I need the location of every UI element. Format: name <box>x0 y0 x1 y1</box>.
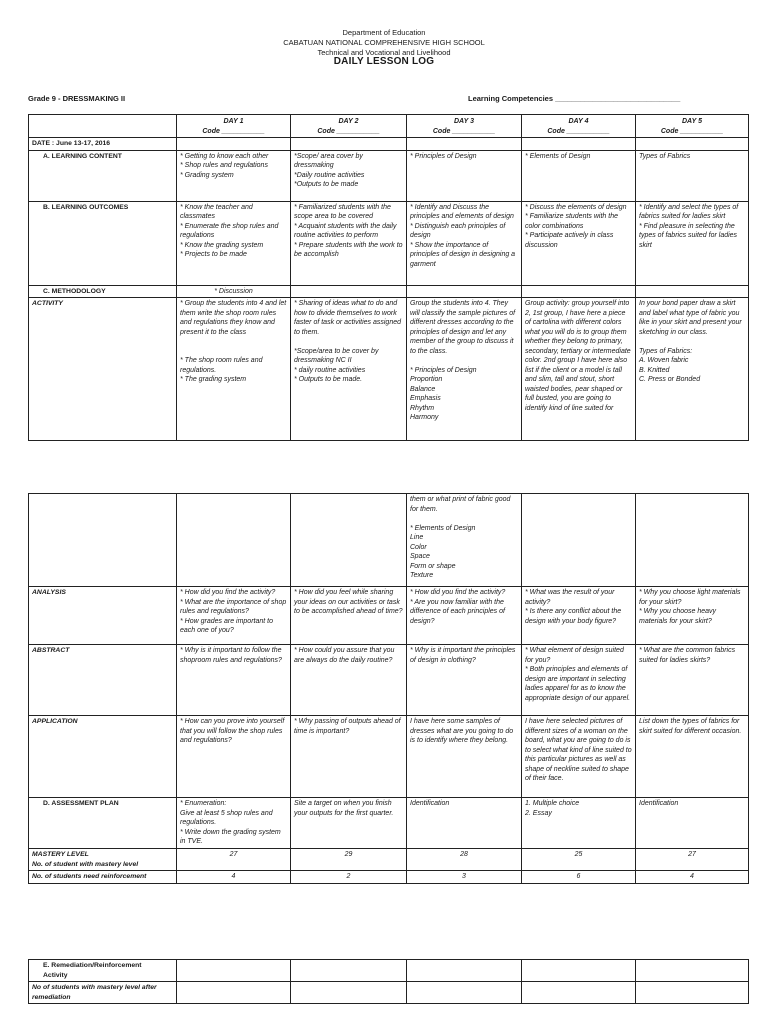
outcomes-day-2: * Familiarized students with the scope area to be covered * Acquaint students with the daily routine activities to perform * Prepare students with the work to be accomplish <box>291 201 407 285</box>
mastery-row <box>29 849 749 871</box>
activity-day-4: Group activity: group yourself into 2, 1st group, I have here a piece of cartolina with different colors what you will do is to group them whether they belong to primary, secondary, tertiary or intermediate color. 2nd group I have here also list if the client or a model is tall and slim, tall and stout, short waisted bodies, pear shaped or full busted, you are going to identify kind of line suited for <box>522 298 636 441</box>
activity-day-5: In your bond paper draw a skirt and label what type of fabric you like in your skirt and present your sketching in our class. Types of Fabrics: A. Woven fabric B. Knitted C. Press or Bonded <box>636 298 749 441</box>
school-name: CABATUAN NATIONAL COMPREHENSIVE HIGH SCHOOL <box>283 38 485 47</box>
remediation-row <box>29 960 749 982</box>
activity-day-3: Group the students into 4. They will classify the sample pictures of different dresses according to the principles of design and let any member of the group to discuss it to the class. * Principles of Design Proportion Balance Emphasis Rhythm Harmony <box>407 298 522 441</box>
grade-label: Grade 9 - DRESSMAKING II <box>28 94 126 103</box>
mastery-after-row <box>29 982 749 1004</box>
outcomes-day-4: * Discuss the elements of design * Familiarize students with the color combinations * Participate actively in class discussion <box>522 201 636 285</box>
analysis-label: ANALYSIS <box>29 587 177 645</box>
activity-row <box>29 298 749 441</box>
assessment-day-4: 1. Multiple choice 2. Essay <box>522 798 636 849</box>
reinforce-day-3: 3 <box>407 871 522 884</box>
abstract-row <box>29 645 749 716</box>
activity-continued-day-4 <box>522 494 636 587</box>
activity-day-2: * Sharing of ideas what to do and how to divide themselves to work faster of task or activities assigned to them. *Scope/area to be cover by dressmaking NC II * daily routine activities * Outputs to be made. <box>291 298 407 441</box>
lesson-log-table-2 <box>28 493 749 884</box>
application-day-4: I have here selected pictures of different sizes of a woman on the board, what you are going to do is to select what kind of line suited to this particular pictures as well as shape of neckline suited to shape of their face. <box>522 716 636 798</box>
application-row <box>29 716 749 798</box>
assessment-day-2: Site a target on when you finish your outputs for the first quarter. <box>291 798 407 849</box>
application-day-3: I have here some samples of dresses what are you going to do is to identify where they belong. <box>407 716 522 798</box>
remediation-label: E. Remediation/Reinforcement Activity <box>29 960 177 982</box>
assessment-day-3: Identification <box>407 798 522 849</box>
mastery-after-label: No of students with mastery level after remediation <box>29 982 177 1004</box>
reinforce-day-1: 4 <box>177 871 291 884</box>
mastery-day-4: 25 <box>522 849 636 871</box>
day-2-header: DAY 2 Code ___________ <box>291 115 407 138</box>
assessment-label: D. ASSESSMENT PLAN <box>29 798 177 849</box>
page-title: DAILY LESSON LOG <box>333 56 435 67</box>
analysis-day-1: * How did you find the activity? * What are the importance of shop rules and regulations? * How grades are important to each one of you? <box>177 587 291 645</box>
learning-outcomes-label: B. LEARNING OUTCOMES <box>29 201 177 285</box>
application-day-5: List down the types of fabrics for skirt suited for different occasion. <box>636 716 749 798</box>
assessment-row <box>29 798 749 849</box>
day-1-header: DAY 1 Code ___________ <box>177 115 291 138</box>
content-day-4: * Elements of Design <box>522 150 636 201</box>
day-3-header: DAY 3 Code ___________ <box>407 115 522 138</box>
date-cell: DATE : June 13-17, 2016 <box>29 138 177 151</box>
outcomes-day-5: * Identify and select the types of fabrics suited for ladies skirt * Find pleasure in selecting the types of fabrics suited for ladies skirt <box>636 201 749 285</box>
reinforcement-row <box>29 871 749 884</box>
analysis-day-5: * Why you choose light materials for your skirt? * Why you choose heavy materials for your skirt? <box>636 587 749 645</box>
mastery-day-1: 27 <box>177 849 291 871</box>
reinforce-day-5: 4 <box>636 871 749 884</box>
application-day-2: * Why passing of outputs ahead of time is important? <box>291 716 407 798</box>
reinforcement-label: No. of students need reinforcement <box>29 871 177 884</box>
application-day-1: * How can you prove into yourself that you will follow the shop rules and regulations? <box>177 716 291 798</box>
mastery-label: MASTERY LEVEL No. of student with mastery level <box>29 849 177 871</box>
reinforce-day-2: 2 <box>291 871 407 884</box>
lesson-log-table-3 <box>28 959 749 1004</box>
learning-content-row <box>29 150 749 201</box>
day-header-row <box>29 115 749 138</box>
mastery-day-5: 27 <box>636 849 749 871</box>
assessment-day-1: * Enumeration: Give at least 5 shop rules and regulations. * Write down the grading system in TVE. <box>177 798 291 849</box>
abstract-day-3: * Why is it important the principles of design in clothing? <box>407 645 522 716</box>
dept-name: Department of Education <box>342 28 426 37</box>
activity-continued-row: them or what print of fabric good for them. * Elements of Design Line Color Space Form or shape Texture <box>29 494 749 587</box>
program-name: Technical and Vocational and Livelihood <box>317 48 451 57</box>
activity-label: ACTIVITY <box>29 298 177 441</box>
analysis-day-3: * How did you find the activity? * Are you now familiar with the difference of each principles of design? <box>407 587 522 645</box>
methodology-label: C. METHODOLOGY <box>29 285 177 298</box>
abstract-day-4: * What element of design suited for you? * Both principles and elements of design are important in selecting ladies apparel for as to know the appropriate design of our apparel. <box>522 645 636 716</box>
abstract-day-2: * How could you assure that you are always do the daily routine? <box>291 645 407 716</box>
abstract-label: ABSTRACT <box>29 645 177 716</box>
competencies-label: Learning Competencies ______________________________ <box>468 94 681 103</box>
analysis-row <box>29 587 749 645</box>
mastery-day-3: 28 <box>407 849 522 871</box>
mastery-day-2: 29 <box>291 849 407 871</box>
activity-day-1: * Group the students into 4 and let them write the shop room rules and regulations they know and present it to the class * The shop room rules and regulations. * The grading system <box>177 298 291 441</box>
learning-outcomes-row <box>29 201 749 285</box>
outcomes-day-3: * Identify and Discuss the principles and elements of design * Distinguish each principles of design * Show the importance of principles of design in designing a garment <box>407 201 522 285</box>
outcomes-day-1: * Know the teacher and classmates * Enumerate the shop rules and regulations * Know the grading system * Projects to be made <box>177 201 291 285</box>
abstract-day-5: * What are the common fabrics suited for ladies skirts? <box>636 645 749 716</box>
day-4-header: DAY 4 Code ___________ <box>522 115 636 138</box>
content-day-1: * Getting to know each other * Shop rules and regulations * Grading system <box>177 150 291 201</box>
learning-content-label: A. LEARNING CONTENT <box>29 150 177 201</box>
date-row <box>29 138 749 151</box>
application-label: APPLICATION <box>29 716 177 798</box>
abstract-day-1: * Why is it important to follow the shoproom rules and regulations? <box>177 645 291 716</box>
analysis-day-4: * What was the result of your activity? * Is there any conflict about the design with your body figure? <box>522 587 636 645</box>
reinforce-day-4: 6 <box>522 871 636 884</box>
methodology-day-1: * Discussion <box>177 285 291 298</box>
analysis-day-2: * How did you feel while sharing your ideas on our activities or task to be accomplished ahead of time? <box>291 587 407 645</box>
assessment-day-5: Identification <box>636 798 749 849</box>
content-day-2: *Scope/ area cover by dressmaking *Daily routine activities *Outputs to be made <box>291 150 407 201</box>
lesson-log-table-1 <box>28 114 749 441</box>
day-5-header: DAY 5 Code ___________ <box>636 115 749 138</box>
content-day-5: Types of Fabrics <box>636 150 749 201</box>
methodology-row <box>29 285 749 298</box>
content-day-3: * Principles of Design <box>407 150 522 201</box>
